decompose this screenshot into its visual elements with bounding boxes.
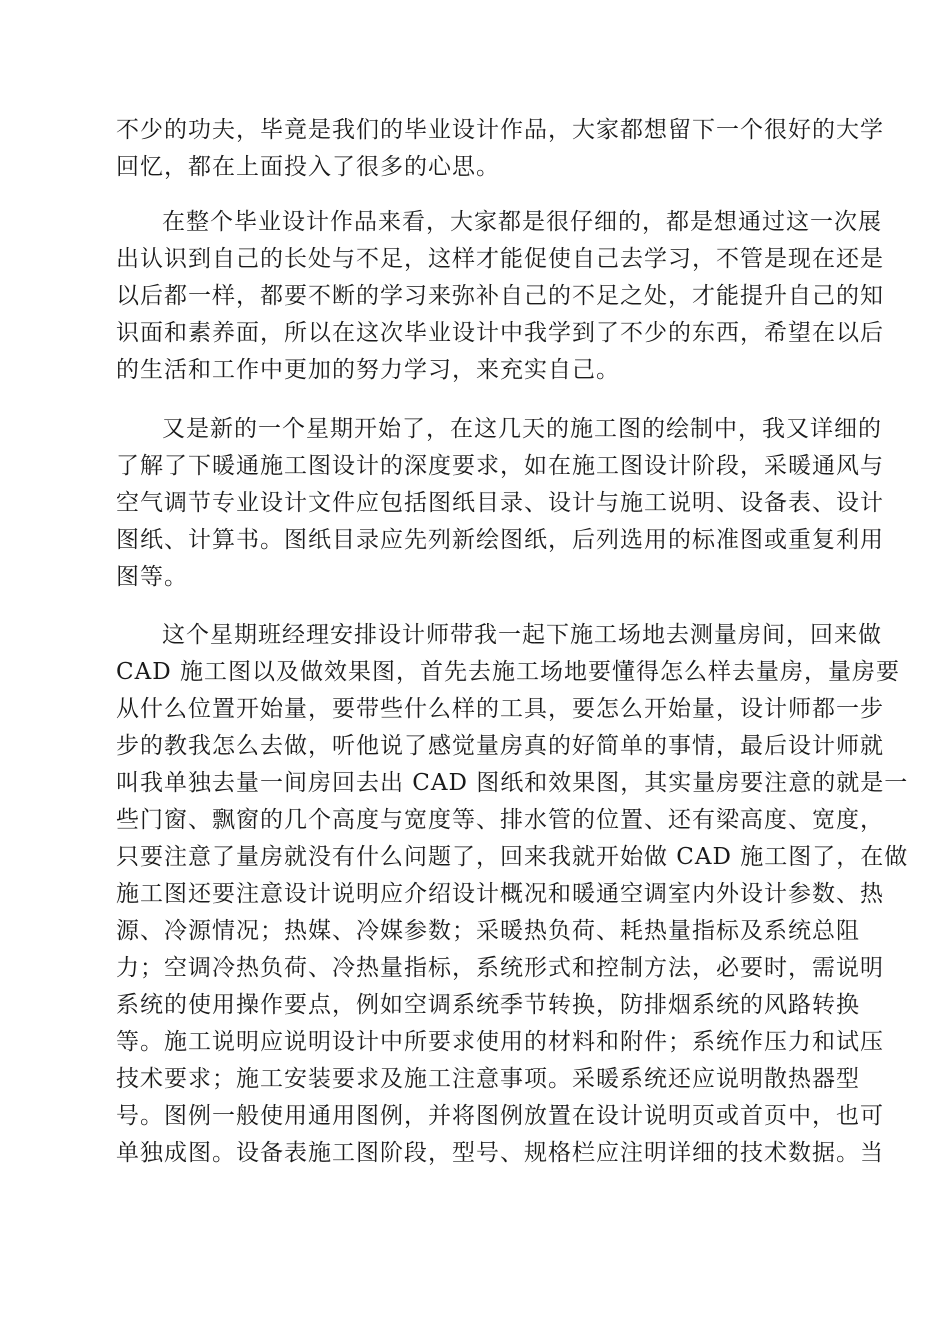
- paragraph-line: 系统的使用操作要点，例如空调系统季节转换，防排烟系统的风路转换: [116, 992, 860, 1018]
- paragraph-line: 不少的功夫，毕竟是我们的毕业设计作品，大家都想留下一个很好的大学: [116, 117, 884, 143]
- paragraph-line: 只要注意了量房就没有什么问题了，回来我就开始做 CAD 施工图了，在做: [116, 844, 909, 870]
- paragraph-line: 了解了下暖通施工图设计的深度要求，如在施工图设计阶段，采暖通风与: [116, 453, 884, 479]
- paragraph-line: 识面和素养面，所以在这次毕业设计中我学到了不少的东西，希望在以后: [116, 320, 884, 346]
- paragraph-line: 叫我单独去量一间房回去出 CAD 图纸和效果图，其实量房要注意的就是一: [116, 770, 909, 796]
- paragraph-line: 回忆，都在上面投入了很多的心思。: [116, 154, 500, 180]
- paragraph-line: 等。施工说明应说明设计中所要求使用的材料和附件；系统作压力和试压: [116, 1029, 884, 1055]
- paragraph-line: 源、冷源情况；热媒、冷媒参数；采暖热负荷、耗热量指标及系统总阻: [116, 918, 860, 944]
- paragraph-line: 从什么位置开始量，要带些什么样的工具，要怎么开始量，设计师都一步: [116, 696, 884, 722]
- paragraph-line: 图纸、计算书。图纸目录应先列新绘图纸，后列选用的标准图或重复利用: [116, 527, 884, 553]
- paragraph-line: 以后都一样，都要不断的学习来弥补自己的不足之处，才能提升自己的知: [116, 283, 884, 309]
- paragraph-4: [116, 617, 909, 1172]
- paragraph-line: 又是新的一个星期开始了，在这几天的施工图的绘制中，我又详细的: [162, 416, 882, 442]
- paragraph-line: 步的教我怎么去做，听他说了感觉量房真的好简单的事情，最后设计师就: [116, 733, 884, 759]
- paragraph-line: 图等。: [116, 564, 188, 590]
- paragraph-line: 在整个毕业设计作品来看，大家都是很仔细的，都是想通过这一次展: [162, 209, 882, 235]
- paragraph-line: 技术要求；施工安装要求及施工注意事项。采暖系统还应说明散热器型: [116, 1066, 860, 1092]
- paragraph-line: 力；空调冷热负荷、冷热量指标，系统形式和控制方法，必要时，需说明: [116, 955, 884, 981]
- paragraph-line: 这个星期班经理安排设计师带我一起下施工场地去测量房间，回来做: [162, 622, 882, 648]
- paragraph-1: [116, 112, 884, 186]
- paragraph-line: 的生活和工作中更加的努力学习，来充实自己。: [116, 357, 620, 383]
- paragraph-line: 空气调节专业设计文件应包括图纸目录、设计与施工说明、设备表、设计: [116, 490, 884, 516]
- paragraph-3: [116, 411, 884, 596]
- paragraph-line: 些门窗、飘窗的几个高度与宽度等、排水管的位置、还有梁高度、宽度，: [116, 807, 884, 833]
- paragraph-line: 施工图还要注意设计说明应介绍设计概况和暖通空调室内外设计参数、热: [116, 881, 884, 907]
- paragraph-line: 号。图例一般使用通用图例，并将图例放置在设计说明页或首页中，也可: [116, 1103, 884, 1129]
- paragraph-line: CAD 施工图以及做效果图，首先去施工场地要懂得怎么样去量房，量房要: [116, 659, 900, 685]
- paragraph-line: 出认识到自己的长处与不足，这样才能促使自己去学习，不管是现在还是: [116, 246, 884, 272]
- paragraph-line: 单独成图。设备表施工图阶段，型号、规格栏应注明详细的技术数据。当: [116, 1140, 884, 1166]
- paragraph-2: [116, 204, 884, 389]
